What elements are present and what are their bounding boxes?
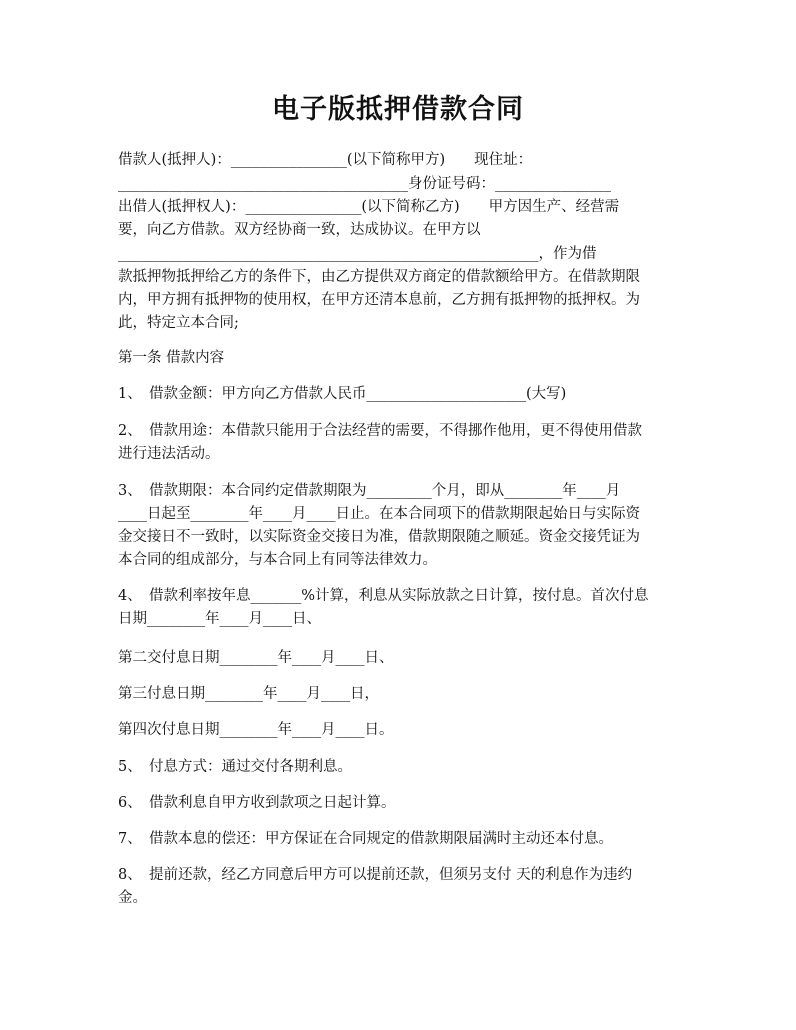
clause-2: 2、 借款用途：本借款只能用于合法经营的需要，不得挪作他用，更不得使用借款 bbox=[118, 423, 642, 439]
clause-8: 8、 提前还款，经乙方同意后甲方可以提前还款，但须另支付 天的利息作为违约 bbox=[118, 867, 633, 883]
clause-4: 4、 借款利率按年息_______%计算，利息从实际放款之日计算，按付息。首次付息 bbox=[118, 588, 649, 604]
text-line: ________________________________________身份证号码：________________ bbox=[118, 176, 611, 192]
clause-5: 5、 付息方式：通过交付各期利息。 bbox=[118, 759, 352, 775]
document-title: 电子版抵押借款合同 bbox=[272, 94, 524, 125]
text-line: 此，特定立本合同; bbox=[118, 315, 239, 331]
payment-date-4: 第四次付息日期________年____月____日。 bbox=[118, 722, 394, 738]
section-heading: 第一条 借款内容 bbox=[118, 350, 225, 366]
text-line: 借款人(抵押人)：________________(以下简称甲方) 现住址： bbox=[118, 152, 533, 168]
text-line: 进行违法活动。 bbox=[118, 446, 220, 462]
payment-date-2: 第二交付息日期________年____月____日、 bbox=[118, 650, 394, 666]
text-line: ____日起至________年____月____日止。在本合同项下的借款期限起始日与实际资 bbox=[118, 506, 640, 522]
clause-3: 3、 借款期限：本合同约定借款期限为_________个月，即从________年____月 bbox=[118, 483, 621, 499]
text-line: 要，向乙方借款。双方经协商一致，达成协议。在甲方以 bbox=[118, 222, 481, 238]
clause-7: 7、 借款本息的偿还：甲方保证在合同规定的借款期限届满时主动还本付息。 bbox=[118, 831, 613, 847]
text-line: __________________________________________________________，作为借 bbox=[118, 246, 597, 262]
clause-1: 1、 借款金额：甲方向乙方借款人民币______________________(大写) bbox=[118, 386, 567, 402]
text-line: 款抵押物抵押给乙方的条件下，由乙方提供双方商定的借款额给甲方。在借款期限 bbox=[118, 269, 640, 285]
text-line: 日期________年____月____日、 bbox=[118, 611, 321, 627]
payment-date-3: 第三付息日期________年____月____日， bbox=[118, 686, 379, 702]
text-line: 内，甲方拥有抵押物的使用权，在甲方还清本息前，乙方拥有抵押物的抵押权。为 bbox=[118, 292, 640, 308]
text-line: 本合同的组成部分，与本合同上有同等法律效力。 bbox=[118, 552, 437, 568]
text-line: 金。 bbox=[118, 890, 147, 906]
text-line: 出借人(抵押权人)：________________(以下简称乙方) 甲方因生产、经营需 bbox=[118, 199, 620, 215]
clause-6: 6、 借款利息自甲方收到款项之日起计算。 bbox=[118, 795, 396, 811]
text-line: 金交接日不一致时，以实际资金交接日为准，借款期限随之顺延。资金交接凭证为 bbox=[118, 529, 640, 545]
